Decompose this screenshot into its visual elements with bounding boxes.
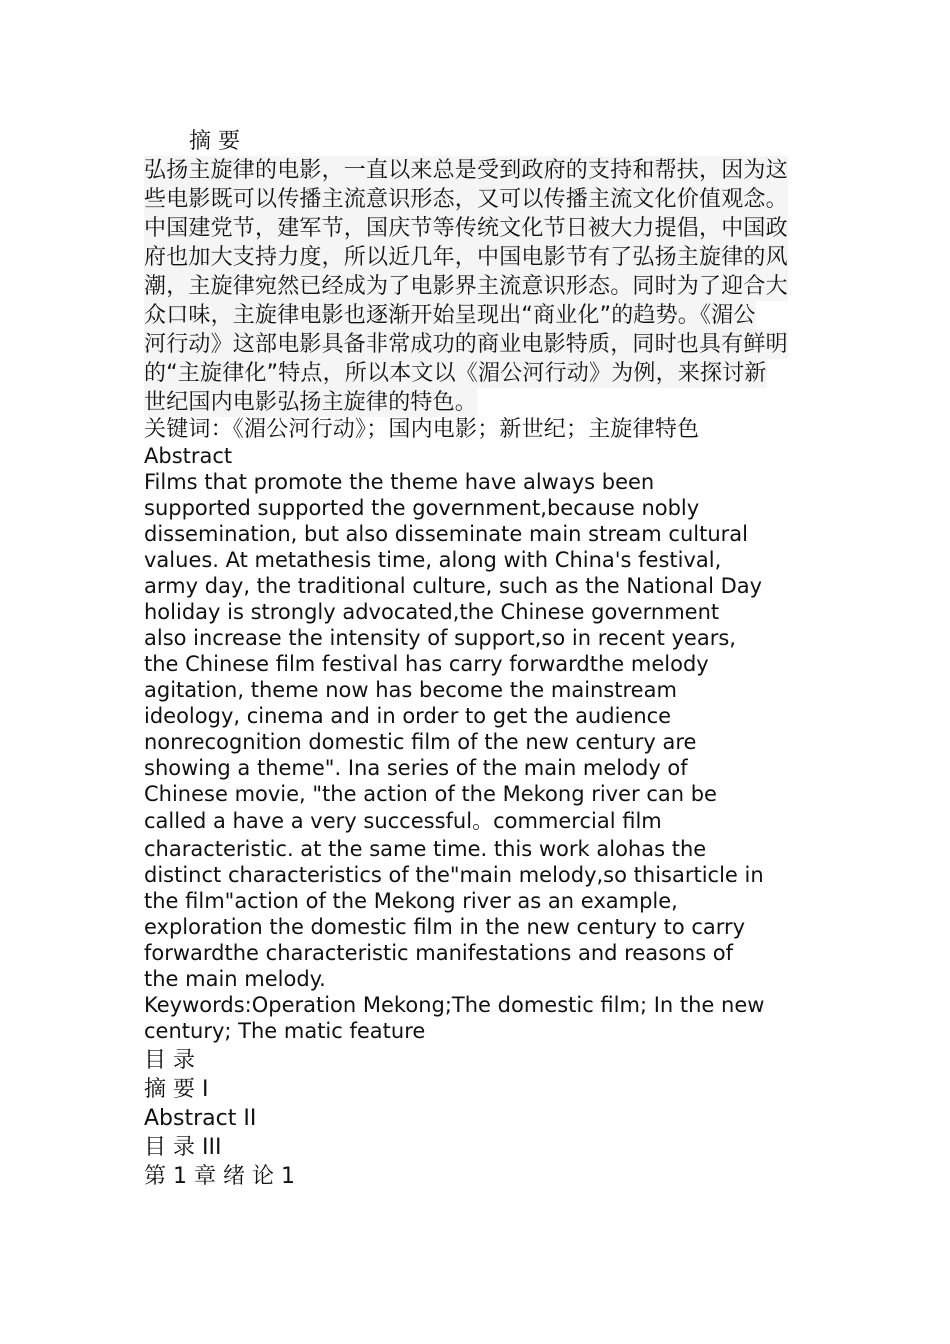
abstract-en-line: the Chinese film festival has carry forwardthe melody — [144, 652, 709, 676]
keywords-en-line: Keywords:Operation Mekong;The domestic film; In the new — [144, 993, 765, 1017]
abstract-cn-line: 些电影既可以传播主流意识形态，又可以传播主流文化价值观念。 — [144, 187, 788, 212]
abstract-cn-line: 弘扬主旋律的电影，一直以来总是受到政府的支持和帮扶，因为这 — [144, 158, 788, 183]
toc-item[interactable]: 第 1 章 绪 论 1 — [144, 1164, 295, 1189]
toc-item[interactable]: Abstract II — [144, 1106, 257, 1131]
abstract-en-line: showing a theme". Ina series of the main melody of — [144, 756, 688, 780]
abstract-en-line: forwardthe characteristic manifestations and reasons of — [144, 941, 734, 965]
toc-title: 目 录 — [144, 1048, 195, 1073]
abstract-cn-line: 的“主旋律化”特点，所以本文以《湄公河行动》为例，来探讨新 — [144, 361, 767, 386]
abstract-cn-line: 中国建党节，建军节，国庆节等传统文化节日被大力提倡，中国政 — [144, 216, 788, 241]
abstract-cn-line: 府也加大支持力度，所以近几年，中国电影节有了弘扬主旋律的风 — [144, 245, 788, 270]
abstract-en-line: agitation, theme now has become the mainstream — [144, 678, 677, 702]
abstract-en-line: the film"action of the Mekong river as an example, — [144, 889, 678, 913]
abstract-en-line: supported supported the government,because nobly — [144, 496, 700, 520]
keywords-cn: 关键词：《湄公河行动》；国内电影；新世纪；主旋律特色 — [144, 417, 700, 442]
keywords-en — [144, 992, 808, 1044]
abstract-en-line: the main melody. — [144, 967, 326, 991]
toc-item[interactable]: 摘 要 I — [144, 1077, 209, 1102]
keywords-en-line: century; The matic feature — [144, 1019, 426, 1043]
abstract-en-line: characteristic. at the same time. this work alohas the — [144, 837, 707, 861]
abstract-en-line: nonrecognition domestic film of the new century are — [144, 730, 697, 754]
abstract-en-line: ideology, cinema and in order to get the audience — [144, 704, 672, 728]
abstract-en-body — [144, 469, 808, 992]
abstract-cn-line: 潮，主旋律宛然已经成为了电影界主流意识形态。同时为了迎合大 — [144, 274, 788, 299]
toc-item[interactable]: 目 录 III — [144, 1135, 222, 1160]
abstract-cn-line: 众口味，主旋律电影也逐渐开始呈现出“商业化”的趋势。《湄公 — [144, 303, 756, 328]
abstract-en-title: Abstract — [144, 444, 233, 468]
document-page — [144, 128, 808, 1191]
abstract-en-line: distinct characteristics of the"main melody,so thisarticle in — [144, 863, 764, 887]
abstract-en-line: Chinese movie, "the action of the Mekong river can be — [144, 782, 717, 806]
abstract-en-line: exploration the domestic film in the new century to carry — [144, 915, 746, 939]
abstract-en-line: values. At metathesis time, along with China's festival, — [144, 548, 722, 572]
abstract-en-line: army day, the traditional culture, such as the National Day — [144, 574, 763, 598]
abstract-en-line: Films that promote the theme have always been — [144, 470, 655, 494]
abstract-en-line: holiday is strongly advocated,the Chinese government — [144, 600, 720, 624]
abstract-en-line: also increase the intensity of support,so in recent years, — [144, 626, 736, 650]
abstract-cn-body — [144, 156, 808, 417]
abstract-en-line: called a have a very successful。commercial film — [144, 809, 662, 833]
abstract-en-line: dissemination, but also disseminate main stream cultural — [144, 522, 748, 546]
abstract-cn-line: 世纪国内电影弘扬主旋律的特色。 — [144, 390, 478, 415]
toc-list — [144, 1075, 808, 1191]
abstract-cn-title: 摘 要 — [189, 129, 240, 154]
abstract-cn-line: 河行动》这部电影具备非常成功的商业电影特质，同时也具有鲜明 — [144, 332, 788, 357]
